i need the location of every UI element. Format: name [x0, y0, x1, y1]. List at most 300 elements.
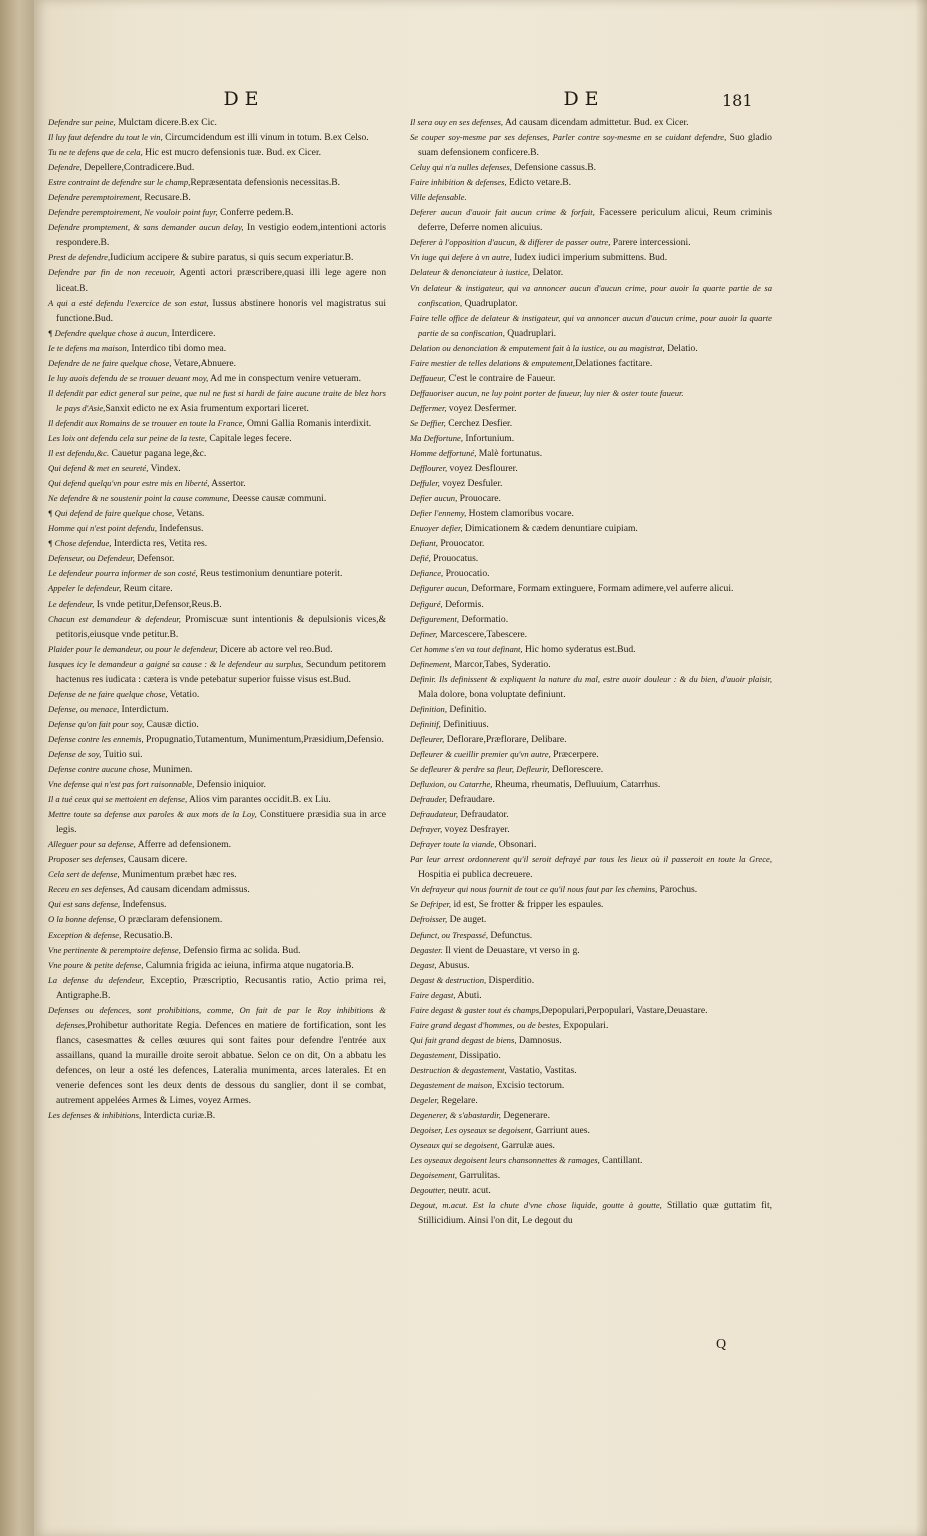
entry-french: Mettre toute sa defense aux paroles & aux mots de la Loy, [48, 809, 257, 820]
entry-french: Se Defriper, [410, 899, 452, 910]
dictionary-entry [410, 717, 772, 732]
entry-french: ¶ Defendre quelque chose à aucun, [48, 327, 170, 338]
dictionary-entry [48, 386, 386, 416]
entry-latin: Delatio. [664, 342, 698, 354]
dictionary-entry [48, 446, 386, 461]
entry-latin: Prouocator. [437, 538, 485, 550]
entry-latin: Indefensus. [120, 899, 167, 911]
dictionary-entry [410, 566, 772, 581]
dictionary-entry [48, 326, 386, 341]
entry-french: Qui defend quelqu'vn pour estre mis en liberté, [48, 478, 210, 489]
dictionary-entry [48, 897, 386, 912]
entry-latin: Recusatio.B. [121, 929, 173, 941]
dictionary-entry [410, 311, 772, 341]
entry-latin: Indefensus. [157, 523, 204, 535]
entry-french: Defendre de ne faire quelque chose, [48, 357, 172, 368]
dictionary-entry [410, 1093, 772, 1108]
entry-french: Defroisser, [410, 914, 448, 925]
dictionary-entry [410, 762, 772, 777]
entry-latin: Delator. [530, 267, 564, 279]
dictionary-entry [410, 612, 772, 627]
entry-latin: Prohibetur authoritate Regia. Defences en matiere de fortification, sont les flancs, casesmattes & celles œuures qui sont faites pour defendre l'entrée aux assaillans, quand la muraille droite seroit abbatue. Selon ce on dit, On a abbatu les defences, on leur a osté les defences, Lateralia munimenta, arces laterales. Et en venerie defences sont les deux dents de dessous du sanglier, dont il se combat, autrement appelées Armes & Limes, voyez Armes. [56, 1019, 386, 1107]
entry-latin: Prouocatus. [430, 553, 479, 565]
entry-latin: Ad causam dicendam admittetur. Bud. ex Cicer. [503, 117, 689, 128]
entry-french: Celuy qui n'a nulles defenses, [410, 162, 512, 173]
entry-latin: Sanxit edicto ne ex Asia frumentum exportari liceret. [105, 402, 309, 414]
entry-french: La defense du defendeur, [48, 974, 145, 985]
entry-latin: Stillatio quæ guttatim fit, Stillicidium. Ainsi l'on dit, Le degout du [418, 1200, 773, 1227]
entry-french: Definitif, [410, 718, 441, 729]
entry-french: Prest de defendre, [48, 252, 111, 263]
entry-latin: Interdicta curiæ.B. [141, 1110, 216, 1122]
entry-french: Il defendit par edict general sur peine, que nul ne fust si hardi de faire aucune traite de blez hors le pays d'Asie, [48, 387, 386, 413]
dictionary-entry [410, 807, 772, 822]
entry-latin: Dimicationem & cædem denuntiare cuipiam. [462, 523, 638, 535]
entry-latin: Marcor,Tabes, Syderatio. [451, 658, 551, 670]
entry-latin: Hospitia ei publica decreuere. [418, 869, 533, 881]
entry-latin: Secundum petitorem hactenus res iudicata : cætera is vnde petebatur superior fuisse visus est.Bud. [56, 658, 386, 685]
entry-french: Alleguer pour sa defense, [48, 839, 136, 850]
entry-french: Defense, ou menace, [48, 703, 120, 714]
entry-french: Delation ou denonciation & emputement fait à la iustice, ou au magistrat, [410, 342, 665, 353]
dictionary-entry [48, 687, 386, 702]
entry-french: Defraudateur, [410, 809, 458, 820]
entry-latin: Exceptio, Præscriptio, Recusantis ratio, Actio prima rei, Antigraphe.B. [56, 974, 386, 1001]
entry-french: Les defenses & inhibitions, [48, 1110, 142, 1121]
dictionary-entry [48, 943, 386, 958]
entry-latin: Munimen. [150, 764, 193, 776]
dictionary-entry [410, 882, 772, 897]
entry-latin: Hic est mucro defensionis tuæ. Bud. ex Cicer. [142, 147, 322, 159]
entry-french: Il sera ouy en ses defenses, [410, 117, 504, 127]
entry-latin: Cerchez Desfier. [445, 417, 513, 429]
entry-latin: id est, Se frotter & fripper les espaules. [451, 899, 604, 911]
entry-french: Defrayer toute la viande, [410, 839, 497, 850]
entry-french: Le defendeur, [48, 598, 95, 609]
dictionary-entry [48, 807, 386, 837]
entry-french: Defense qu'on fait pour soy, [48, 718, 145, 729]
entry-french: Defié, [410, 553, 431, 564]
entry-french: Iusques icy le demandeur a gaigné sa cause : & le defendeur au surplus, [48, 658, 304, 669]
entry-french: Ie luy auois defendu de se trouuer deuant moy, [48, 372, 209, 383]
dictionary-entry [48, 145, 386, 160]
dictionary-entry [410, 175, 772, 190]
entry-french: Enuoyer defier, [410, 523, 463, 534]
entry-french: Delateur & denonciateur à iustice, [410, 267, 531, 278]
entry-latin: Dissipatio. [457, 1049, 501, 1061]
entry-latin: Defunctus. [487, 929, 533, 941]
entry-french: Les loix ont defendu cela sur peine de la teste, [48, 432, 207, 443]
dictionary-entry [410, 476, 772, 491]
entry-french: Qui est sans defense, [48, 899, 121, 910]
entry-latin: neutr. acut. [446, 1185, 491, 1197]
book-page [34, 0, 927, 1536]
dictionary-entry [410, 371, 772, 386]
dictionary-entry [410, 1198, 772, 1228]
dictionary-entry [410, 973, 772, 988]
dictionary-entry [48, 1003, 386, 1108]
entry-french: Par leur arrest ordonnerent qu'il seroit defrayé par tous les lieux où il passeroit en toute la Grece, [410, 854, 772, 865]
dictionary-entry [410, 928, 772, 943]
entry-latin: Definitiuus. [440, 718, 489, 730]
entry-latin: Edicto vetare.B. [506, 177, 572, 189]
dictionary-entry [410, 341, 772, 356]
entry-latin: Regelare. [438, 1095, 478, 1107]
dictionary-entry [48, 551, 386, 566]
dictionary-entry [410, 897, 772, 912]
entry-french: Vne pertinente & peremptoire defense, [48, 944, 181, 955]
dictionary-entry [410, 1003, 772, 1018]
dictionary-entry [48, 973, 386, 1003]
entry-latin: Defensio firma ac solida. Bud. [180, 944, 301, 956]
dictionary-entry [410, 160, 772, 175]
dictionary-entry [48, 837, 386, 852]
entry-french: Il a tué ceux qui se mettoient en defense, [48, 794, 188, 805]
entry-latin: Abuti. [455, 989, 482, 1001]
entry-latin: Ad me in conspectum venire vetueram. [208, 372, 361, 384]
left-column [48, 115, 386, 1123]
entry-french: Defunct, ou Trespassé, [410, 929, 488, 940]
entry-french: Cela sert de defense, [48, 869, 120, 880]
entry-french: Il luy faut defendre du tout le vin, [48, 132, 163, 143]
entry-french: Defense contre les ennemis, [48, 733, 144, 744]
entry-french: Receu en ses defenses, [48, 884, 126, 895]
entry-french: Ne defendre & ne soustenir point la cause commune, [48, 493, 230, 504]
entry-french: Defenseur, ou Defendeur, [48, 553, 135, 564]
entry-french: Degenerer, & s'abastardir, [410, 1110, 501, 1121]
dictionary-entry [410, 1168, 772, 1183]
entry-latin: Mala dolore, bona voluptate definiunt. [418, 688, 566, 700]
header-left-title: DE [223, 88, 265, 110]
entry-french: Deffuler, [410, 478, 440, 489]
dictionary-entry [48, 115, 386, 130]
entry-latin: Infortunium. [463, 432, 515, 444]
entry-latin: Interdicere. [169, 327, 216, 339]
entry-french: Vne defense qui n'est pas fort raisonnable, [48, 779, 195, 790]
entry-latin: Afferre ad defensionem. [135, 839, 232, 851]
entry-french: Vn delateur & instigateur, qui va annoncer aucun d'aucun crime, pour auoir la quarte partie de sa confiscation, [410, 282, 772, 308]
entry-latin: Deesse causæ communi. [229, 493, 327, 505]
entry-french: Faire inhibition & defenses, [410, 177, 507, 188]
dictionary-entry [410, 235, 772, 250]
entry-french: Defendre sur peine, [48, 117, 116, 127]
entry-french: Degeler, [410, 1095, 439, 1106]
dictionary-entry [410, 1183, 772, 1198]
entry-french: Defenses ou defences, sont prohibitions, comme, On fait de par le Roy inhibitions & defenses, [48, 1004, 386, 1030]
entry-french: Appeler le defendeur, [48, 583, 122, 594]
entry-latin: Parochus. [657, 884, 698, 896]
dictionary-entry [48, 205, 386, 220]
entry-french: Faire grand degast d'hommes, ou de bestes, [410, 1019, 561, 1030]
entry-latin: Vetare,Abnuere. [171, 357, 237, 369]
entry-latin: Vastatio, Vastitas. [506, 1064, 577, 1076]
entry-french: Deferer à l'opposition d'aucun, & differer de passer outre, [410, 237, 611, 248]
entry-latin: Prouocare. [457, 493, 501, 505]
dictionary-entry [410, 958, 772, 973]
dictionary-entry [48, 702, 386, 717]
entry-latin: Assertor. [209, 478, 246, 490]
entry-french: Defiant, [410, 538, 438, 549]
entry-french: Defigurer aucun, [410, 583, 469, 594]
entry-latin: Ad causam dicendam admissus. [125, 884, 250, 896]
entry-latin: voyez Desfermer. [446, 402, 517, 414]
dictionary-entry [48, 792, 386, 807]
entry-latin: voyez Desfuler. [439, 478, 503, 490]
entry-french: ¶ Chose defendue, [48, 538, 112, 549]
entry-latin: Conferre pedem.B. [217, 207, 294, 219]
dictionary-entry [48, 852, 386, 867]
entry-french: Defendre par fin de non receuoir, [48, 267, 175, 278]
entry-latin: Præcerpere. [550, 748, 599, 760]
entry-latin: Rheuma, rheumatis, Defluuium, Catarrhus. [492, 779, 661, 791]
entry-latin: Hic homo syderatus est.Bud. [522, 643, 636, 655]
entry-latin: Marcescere,Tabescere. [437, 628, 528, 640]
dictionary-entry [48, 190, 386, 205]
entry-french: Defendre peremptoirement, [48, 192, 143, 203]
entry-french: Defiguré, [410, 598, 443, 609]
entry-french: Defleurer & cueillir premier qu'vn autre, [410, 748, 551, 759]
entry-french: Il est defendu,&c. [48, 448, 110, 459]
dictionary-entry [48, 431, 386, 446]
dictionary-entry [410, 943, 772, 958]
dictionary-entry [410, 205, 772, 235]
dictionary-entry [48, 416, 386, 431]
entry-french: Homme deffortuné, [410, 448, 477, 459]
entry-latin: Quadruplari. [504, 327, 557, 339]
entry-latin: Causæ dictio. [144, 718, 199, 730]
dictionary-entry [410, 1063, 772, 1078]
entry-french: Chacun est demandeur & defendeur, [48, 613, 181, 624]
dictionary-entry [410, 852, 772, 882]
entry-french: Estre contraint de defendre sur le champ, [48, 177, 191, 188]
dictionary-entry [48, 777, 386, 792]
dictionary-entry [48, 717, 386, 732]
entry-french: Defendre, [48, 162, 82, 173]
dictionary-entry [410, 822, 772, 837]
entry-latin: Iudicium accipere & subire paratus, si quis secum experiatur.B. [110, 252, 354, 264]
dictionary-entry [410, 777, 772, 792]
entry-latin: Alios vim parantes occidit.B. ex Liu. [187, 794, 331, 806]
entry-french: Ville defensable. [410, 192, 467, 203]
entry-french: Vn defrayeur qui nous fournit de tout ce qu'il nous faut par les chemins, [410, 884, 658, 895]
entry-latin: Iudex iudici imperium submittens. Bud. [511, 252, 668, 264]
entry-latin: Delationes factitare. [575, 357, 653, 369]
dictionary-entry [48, 882, 386, 897]
dictionary-entry [410, 732, 772, 747]
dictionary-entry [410, 1018, 772, 1033]
dictionary-entry [48, 536, 386, 551]
entry-french: Defrauder, [410, 794, 447, 805]
entry-french: Degast, [410, 959, 437, 970]
entry-french: Degoiser, Les oyseaux se degoisent, [410, 1125, 534, 1136]
entry-french: Deffermer, [410, 402, 447, 413]
entry-latin: C'est le contraire de Faueur. [446, 372, 556, 384]
entry-latin: Expopulari. [560, 1019, 609, 1031]
entry-french: Degast & destruction, [410, 974, 487, 985]
dictionary-entry [410, 491, 772, 506]
entry-latin: In vestigio eodem,intentioni actoris respondere.B. [56, 222, 387, 249]
entry-french: Proposer ses defenses, [48, 854, 126, 865]
entry-latin: Depopulari,Perpopulari, Vastare,Deuastare. [541, 1004, 708, 1016]
entry-french: Le defendeur pourra informer de son costé, [48, 568, 198, 579]
entry-french: Defier aucun, [410, 493, 458, 504]
entry-latin: Tuitio sui. [101, 748, 143, 760]
entry-french: Defense de ne faire quelque chose, [48, 688, 168, 699]
entry-french: Ma Deffortune, [410, 432, 463, 443]
dictionary-entry [48, 175, 386, 190]
dictionary-entry [410, 837, 772, 852]
entry-latin: Defraudator. [457, 809, 509, 821]
dictionary-entry [48, 521, 386, 536]
dictionary-entry [410, 747, 772, 762]
entry-latin: Calumnia frigida ac ieiuna, infirma atque nugatoria.B. [143, 959, 354, 971]
entry-latin: Dicere ab actore vel reo.Bud. [217, 643, 333, 655]
dictionary-entry [410, 265, 772, 280]
entry-latin: Iussus abstinere honoris vel magistratus sui functione.Bud. [56, 297, 387, 324]
dictionary-entry [48, 296, 386, 326]
entry-latin: Cantillant. [599, 1155, 643, 1167]
dictionary-entry [48, 747, 386, 762]
dictionary-entry [410, 115, 772, 130]
dictionary-entry [48, 356, 386, 371]
dictionary-entry [48, 762, 386, 777]
dictionary-entry [410, 506, 772, 521]
dictionary-entry [48, 506, 386, 521]
entry-latin: Vetans. [174, 508, 205, 520]
entry-latin: Circumcidendum est illi vinum in totum. B.ex Celso. [162, 132, 369, 144]
dictionary-entry [48, 491, 386, 506]
entry-french: Degoisement, [410, 1170, 458, 1181]
entry-french: Exception & defense, [48, 929, 122, 940]
dictionary-entry [410, 461, 772, 476]
entry-french: Qui defend & met en seureté, [48, 463, 149, 474]
entry-latin: Reus testimonium denuntiare poterit. [197, 568, 343, 580]
entry-french: Tu ne te defens que de cela, [48, 147, 143, 158]
entry-latin: Interdico tibi domo mea. [128, 342, 227, 354]
dictionary-entry [48, 958, 386, 973]
entry-french: O la bonne defense, [48, 914, 117, 925]
dictionary-entry [410, 536, 772, 551]
dictionary-entry [48, 732, 386, 747]
entry-latin: Deflorescere. [549, 764, 604, 776]
entry-french: Faire degast & gaster tout és champs, [410, 1004, 542, 1015]
entry-french: Se defleurer & perdre sa fleur, Defleurir, [410, 764, 550, 775]
entry-latin: Interdicta res, Vetita res. [111, 538, 208, 550]
entry-latin: Parere intercessioni. [610, 237, 691, 249]
entry-latin: Vetatio. [167, 688, 200, 700]
dictionary-entry [48, 341, 386, 356]
entry-latin: Hostem clamoribus vocare. [466, 508, 574, 520]
header-right-title: DE [563, 88, 605, 110]
dictionary-entry [48, 867, 386, 882]
entry-french: A qui a esté defendu l'exercice de son estat, [48, 297, 209, 308]
entry-latin: Garriunt aues. [533, 1125, 590, 1137]
entry-french: Se couper soy-mesme par ses defenses, Parler contre soy-mesme en se cuidant defendre, [410, 132, 727, 143]
entry-french: Degaster. [410, 944, 443, 955]
entry-latin: Propugnatio,Tutamentum, Munimentum,Præsidium,Defensio. [143, 733, 384, 745]
dictionary-entry [48, 566, 386, 581]
dictionary-entry [48, 461, 386, 476]
dictionary-entry [410, 190, 772, 205]
dictionary-entry [48, 265, 386, 295]
entry-french: Defiance, [410, 568, 444, 579]
entry-latin: Capitale leges fecere. [206, 432, 292, 444]
entry-french: Defigurement, [410, 613, 460, 624]
entry-latin: voyez Desflourer. [447, 463, 518, 475]
dictionary-entry [410, 416, 772, 431]
page-edge-shadow [915, 0, 927, 1536]
entry-latin: Quadruplator. [462, 297, 518, 309]
dictionary-entry [410, 627, 772, 642]
entry-french: Definer, [410, 628, 438, 639]
right-column [410, 115, 772, 1228]
entry-latin: Garrulitas. [457, 1170, 501, 1182]
dictionary-entry [48, 1108, 386, 1123]
page-number: 181 [722, 91, 753, 110]
dictionary-entry [410, 281, 772, 311]
entry-latin: Reum citare. [121, 583, 173, 595]
entry-latin: De auget. [447, 914, 487, 926]
entry-french: Defflourer, [410, 463, 448, 474]
entry-french: Homme qui n'est point defendu, [48, 523, 158, 534]
dictionary-entry [410, 657, 772, 672]
dictionary-entry [48, 130, 386, 145]
entry-french: Faire mestier de telles delations & emputement, [410, 357, 576, 368]
entry-latin: Deflorare,Præflorare, Delibare. [444, 733, 567, 745]
entry-latin: Vindex. [148, 463, 181, 475]
entry-latin: Facessere periculum alicui, Reum criminis deferre, Deferre nomen alicuius. [418, 207, 772, 234]
entry-french: Il defendit aux Romains de se trouuer en toute la France, [48, 417, 245, 428]
dictionary-entry [48, 476, 386, 491]
entry-french: Defense contre aucune chose, [48, 764, 151, 775]
dictionary-entry [48, 581, 386, 596]
dictionary-entry [48, 612, 386, 642]
entry-latin: Deformatio. [459, 613, 509, 625]
entry-french: Vne poure & petite defense, [48, 959, 144, 970]
entry-latin: Promiscuæ sunt intentionis & depulsionis vices,& petitoris,eiusque vnde petitur.B. [56, 613, 387, 640]
entry-latin: Recusare.B. [142, 192, 191, 204]
dictionary-entry [410, 1108, 772, 1123]
entry-french: Vn iuge qui defere à vn autre, [410, 252, 512, 263]
entry-french: Destruction & degastement, [410, 1064, 507, 1075]
entry-french: Defier l'ennemy, [410, 508, 467, 519]
entry-latin: Deformis. [442, 598, 484, 610]
dictionary-entry [410, 551, 772, 566]
entry-latin: Excisio tectorum. [494, 1080, 565, 1091]
entry-french: Defleurer, [410, 733, 445, 744]
entry-latin: Malè fortunatus. [476, 448, 543, 460]
entry-latin: Disperditio. [486, 974, 535, 986]
entry-latin: Definitio. [447, 703, 487, 715]
book-gutter [0, 0, 34, 1536]
entry-french: Definir. Ils definissent & expliquent la nature du mal, estre auoir douleur : & du bien, d'auoir plaisir, [410, 673, 772, 684]
entry-latin: Deformare, Formam extinguere, Formam adimere,vel auferre alicui. [468, 583, 734, 595]
dictionary-entry [410, 1153, 772, 1168]
entry-latin: Suo gladio suam defensionem conficere.B. [418, 132, 772, 159]
entry-french: Defrayer, [410, 824, 443, 835]
dictionary-entry [410, 581, 772, 596]
dictionary-entry [410, 1138, 772, 1153]
dictionary-entry [410, 1078, 772, 1093]
entry-latin: Defensio iniquior. [194, 779, 266, 791]
dictionary-entry [410, 702, 772, 717]
entry-latin: Causam dicere. [125, 854, 188, 866]
running-header [34, 88, 927, 112]
entry-french: Defluxion, ou Catarrhe, [410, 779, 493, 790]
dictionary-entry [48, 928, 386, 943]
entry-french: Ie te defens ma maison, [48, 342, 129, 353]
entry-latin: Constituere præsidia sua in arce legis. [56, 809, 387, 836]
